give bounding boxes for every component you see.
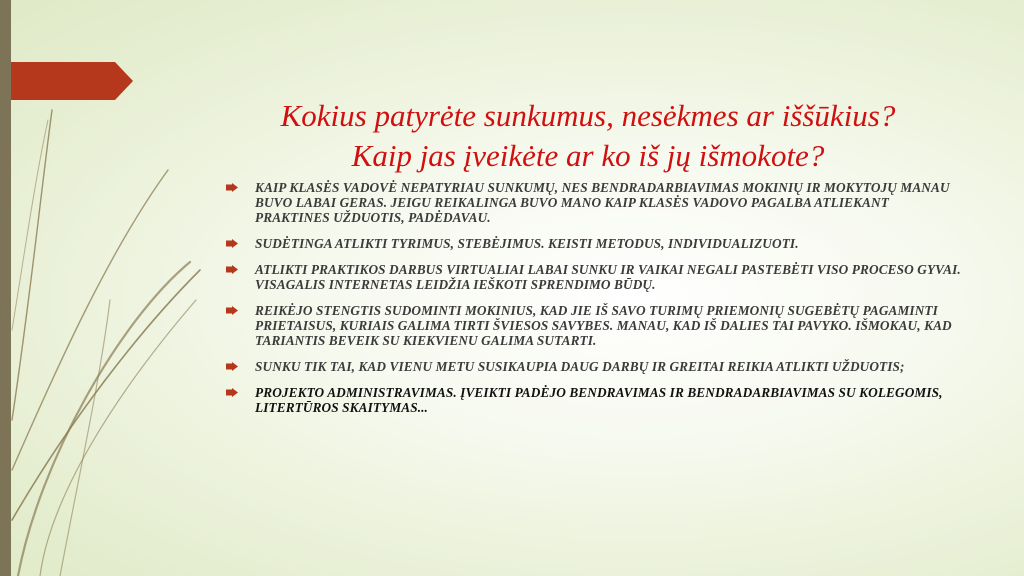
slide-title-line-1: Kokius patyrėte sunkumus, nesėkmes ar iššūkius? [280, 98, 896, 133]
list-item [226, 359, 966, 374]
list-item-text: PROJEKTO ADMINISTRAVIMAS. ĮVEIKTI PADĖJO BENDRAVIMAS IR BENDRADARBIAVIMAS SU KOLEGOMIS, LITERTŪROS SKAITYMAS... [255, 385, 943, 415]
list-item-text: SUNKU TIK TAI, KAD VIENU METU SUSIKAUPIA DAUG DARBŲ IR GREITAI REIKIA ATLIKTI UŽDUOTIS; [255, 359, 905, 374]
arrow-bullet-icon [226, 239, 238, 248]
bullet-list [226, 180, 966, 426]
arrow-bullet-icon [226, 265, 238, 274]
list-item [226, 303, 966, 348]
list-item-text: REIKĖJO STENGTIS SUDOMINTI MOKINIUS, KAD JIE IŠ SAVO TURIMŲ PRIEMONIŲ SUGEBĖTŲ PAGAMINTI PRIETAISUS, KURIAIS GALIMA TIRTI ŠVIESOS SAVYBES. MANAU, KAD IŠ DALIES TAI PAVYKO. IŠMOKAU, KAD TARIANTIS BEVEIK SU KIEKVIENU GALIMA SUTARTI. [255, 303, 952, 348]
arrow-bullet-icon [226, 362, 238, 371]
list-item [226, 262, 966, 292]
arrow-bullet-icon [226, 183, 238, 192]
title-arrow-tab [11, 62, 133, 100]
slide-title [230, 96, 946, 176]
slide-title-line-2: Kaip jas įveikėte ar ko iš jų išmokote? [351, 138, 825, 173]
arrow-bullet-icon [226, 306, 238, 315]
list-item [226, 236, 966, 251]
list-item [226, 180, 966, 225]
list-item-text: ATLIKTI PRAKTIKOS DARBUS VIRTUALIAI LABAI SUNKU IR VAIKAI NEGALI PASTEBĖTI VISO PROCESO GYVAI. VISAGALIS INTERNETAS LEIDŽIA IEŠKOTI SPRENDIMO BŪDŲ. [255, 262, 961, 292]
list-item-text: SUDĖTINGA ATLIKTI TYRIMUS, STEBĖJIMUS. KEISTI METODUS, INDIVIDUALIZUOTI. [255, 236, 799, 251]
list-item-text: KAIP KLASĖS VADOVĖ NEPATYRIAU SUNKUMŲ, NES BENDRADARBIAVIMAS MOKINIŲ IR MOKYTOJŲ MANAU BUVO LABAI GERAS. JEIGU REIKALINGA BUVO MANO KAIP KLASĖS VADOVO PAGALBA ATLIEKANT PRAKTINES UŽDUOTIS, PADĖDAVAU. [255, 180, 950, 225]
arrow-bullet-icon [226, 388, 238, 397]
list-item [226, 385, 966, 415]
